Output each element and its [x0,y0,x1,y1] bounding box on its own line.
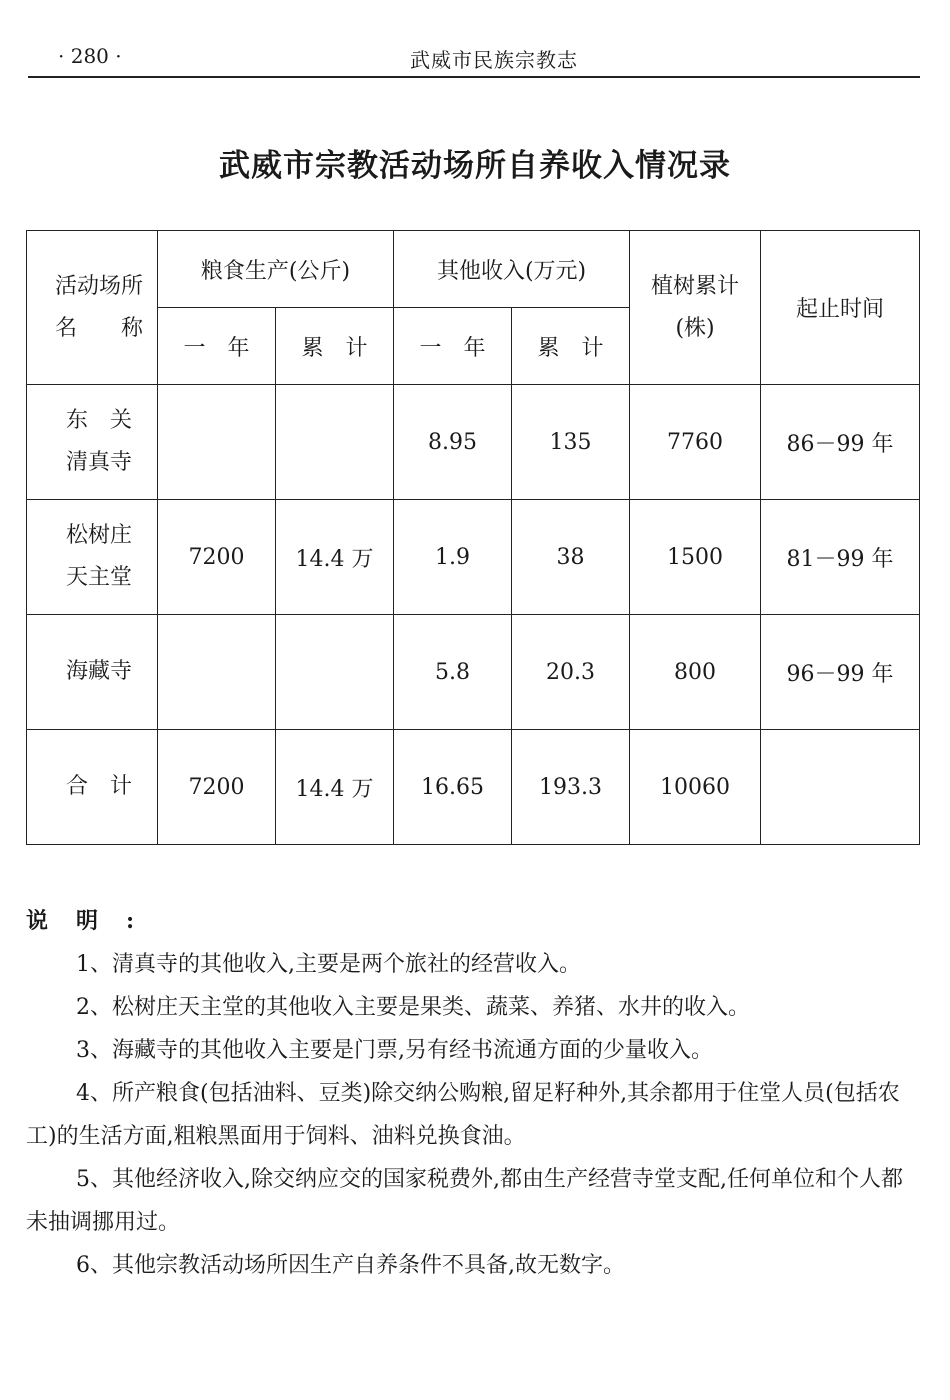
grain-total-cell [276,385,394,500]
other-total-cell: 193.3 [512,730,630,845]
table-total-row [27,730,920,845]
page-header [28,38,920,78]
other-year-cell: 5.8 [394,615,512,730]
grain-total-header: 累 计 [276,308,394,385]
period-cell: 96－99 年 [761,615,920,730]
trees-header-line1: 植树累计 [651,273,740,299]
income-table [26,230,920,845]
grain-total-cell: 14.4 万 [276,500,394,615]
other-year-cell: 16.65 [394,730,512,845]
venue-name-line2: 清真寺 [65,450,132,475]
venue-header-line2: 名 称 [54,315,143,341]
note-item: 1、清真寺的其他收入,主要是两个旅社的经营收入。 [76,952,581,977]
notes-section [26,900,921,1287]
note-item: 6、其他宗教活动场所因生产自养条件不具备,故无数字。 [76,1253,625,1278]
venue-name [27,500,158,615]
notes-label: 说明: [26,908,163,934]
other-total-cell: 20.3 [512,615,630,730]
trees-header-line2: (株) [675,315,715,341]
table-row [27,385,920,500]
trees-cell: 10060 [630,730,761,845]
venue-name: 海藏寺 [27,615,158,730]
trees-cell: 1500 [630,500,761,615]
other-income-header: 其他收入(万元) [394,231,630,308]
note-item: 3、海藏寺的其他收入主要是门票,另有经书流通方面的少量收入。 [76,1038,713,1063]
venue-name-line1: 松树庄 [65,523,132,548]
trees-header [630,231,761,385]
grain-year-cell: 7200 [158,730,276,845]
venue-name [27,385,158,500]
table-row [27,615,920,730]
page-title: 武威市宗教活动场所自养收入情况录 [219,148,731,184]
note-item: 2、松树庄天主堂的其他收入主要是果类、蔬菜、养猪、水井的收入。 [76,995,750,1020]
running-title: 武威市民族宗教志 [410,48,578,72]
table-row [27,500,920,615]
other-total-cell: 135 [512,385,630,500]
period-header: 起止时间 [761,231,920,385]
grain-total-cell: 14.4 万 [276,730,394,845]
grain-year-cell [158,385,276,500]
grain-header: 粮食生产(公斤) [158,231,394,308]
venue-header [27,231,158,385]
page-number: · 280 · [58,44,122,68]
trees-cell: 7760 [630,385,761,500]
period-cell: 81－99 年 [761,500,920,615]
other-total-header: 累 计 [512,308,630,385]
period-cell [761,730,920,845]
note-item: 5、其他经济收入,除交纳应交的国家税费外,都由生产经营寺堂支配,任何单位和个人都未抽调挪用过。 [26,1167,903,1235]
grain-year-cell [158,615,276,730]
grain-year-cell: 7200 [158,500,276,615]
total-label: 合 计 [27,730,158,845]
other-year-cell: 8.95 [394,385,512,500]
table-header-row [27,231,920,308]
venue-header-line1: 活动场所 [54,273,143,299]
period-cell: 86－99 年 [761,385,920,500]
other-total-cell: 38 [512,500,630,615]
venue-name-line2: 天主堂 [65,565,132,590]
grain-year-header: 一 年 [158,308,276,385]
venue-name-line1: 东 关 [65,408,132,433]
trees-cell: 800 [630,615,761,730]
other-year-header: 一 年 [394,308,512,385]
other-year-cell: 1.9 [394,500,512,615]
note-item: 4、所产粮食(包括油料、豆类)除交纳公购粮,留足籽种外,其余都用于住堂人员(包括农工)的生活方面,粗粮黑面用于饲料、油料兑换食油。 [26,1081,900,1149]
grain-total-cell [276,615,394,730]
